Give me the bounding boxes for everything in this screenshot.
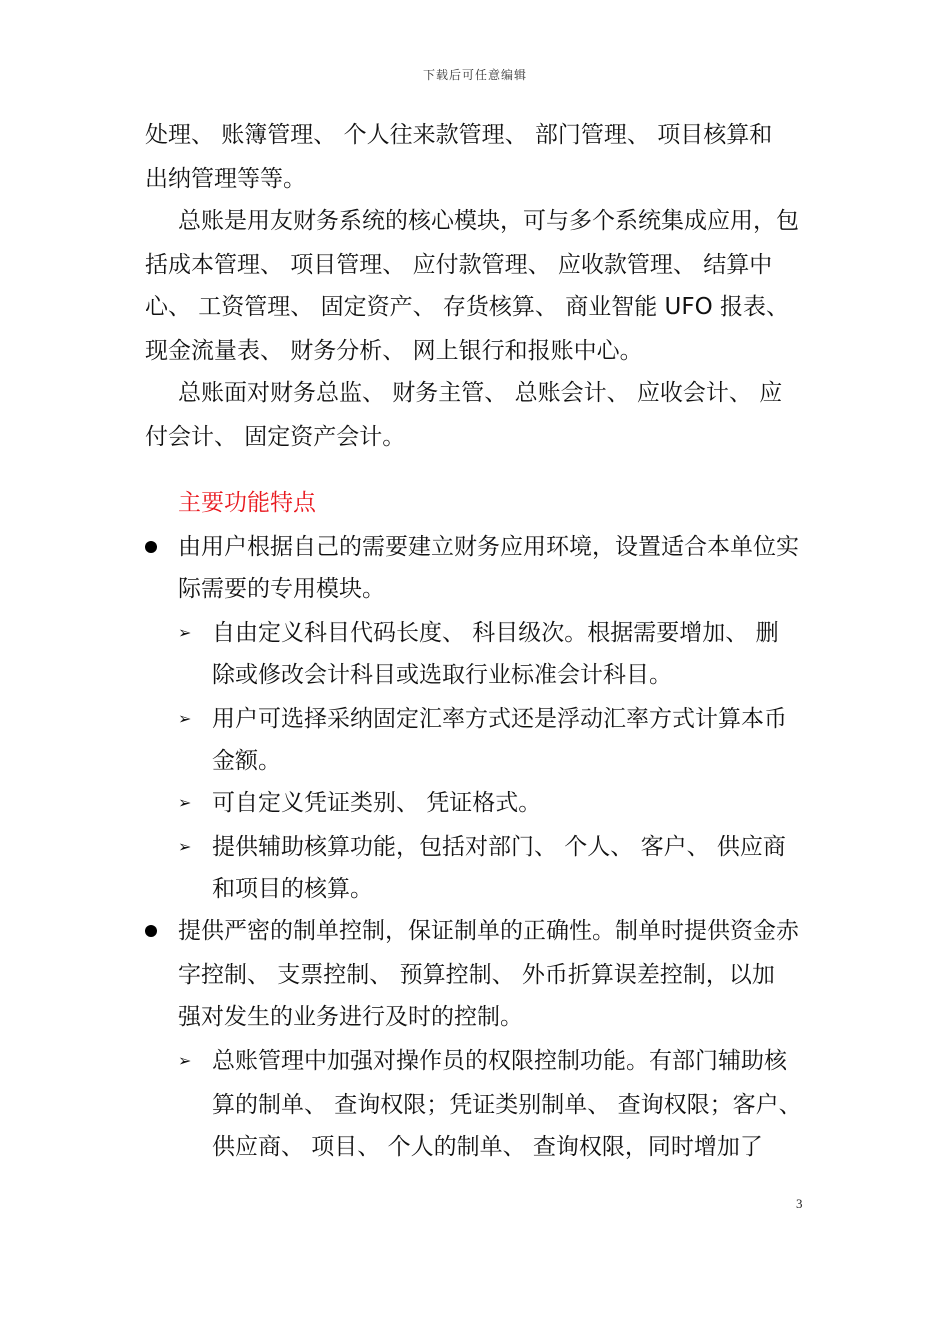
sub-bullet-line: 和项目的核算。 [212,876,373,902]
paragraph-line: 总账是用友财务系统的核心模块，可与多个系统集成应用，包 [178,208,799,234]
paragraph-line: 括成本管理、 项目管理、 应付款管理、 应收款管理、 结算中 [145,252,773,278]
sub-bullet-line: 供应商、 项目、 个人的制单、 查询权限，同时增加了 [212,1134,763,1160]
bullet-line: 强对发生的业务进行及时的控制。 [178,1004,523,1030]
section-heading: 主要功能特点 [178,490,316,516]
sub-bullet-line: 除或修改会计科目或选取行业标准会计科目。 [212,662,672,688]
bullet-dot-icon [145,925,157,937]
sub-bullet-line: 提供辅助核算功能，包括对部门、 个人、 客户、 供应商 [212,834,786,860]
bullet-line: 际需要的专用模块。 [178,576,385,602]
paragraph-line: 现金流量表、 财务分析、 网上银行和报账中心。 [145,338,643,364]
sub-bullet-line: 可自定义凭证类别、 凭证格式。 [212,790,542,816]
bullet-dot-icon [145,541,157,553]
page-number: 3 [796,1196,803,1211]
arrow-bullet-icon: ➢ [178,837,192,856]
sub-bullet-line: 总账管理中加强对操作员的权限控制功能。有部门辅助核 [212,1048,787,1074]
bullet-line: 由用户根据自己的需要建立财务应用环境，设置适合本单位实 [178,534,799,560]
bullet-line: 提供严密的制单控制，保证制单的正确性。制单时提供资金赤 [178,918,799,944]
paragraph-line: 总账面对财务总监、 财务主管、 总账会计、 应收会计、 应 [178,380,783,406]
paragraph-line: 处理、 账簿管理、 个人往来款管理、 部门管理、 项目核算和 [145,122,773,148]
paragraph-line: 付会计、 固定资产会计。 [145,424,406,450]
sub-bullet-line: 算的制单、 查询权限；凭证类别制单、 查询权限；客户、 [212,1092,802,1118]
bullet-line: 字控制、 支票控制、 预算控制、 外币折算误差控制，以加 [178,962,775,988]
arrow-bullet-icon: ➢ [178,709,192,728]
arrow-bullet-icon: ➢ [178,793,192,812]
paragraph-line: 心、 工资管理、 固定资产、 存货核算、 商业智能 UFO 报表、 [145,294,790,320]
arrow-bullet-icon: ➢ [178,623,192,642]
sub-bullet-line: 自由定义科目代码长度、 科目级次。根据需要增加、 删 [212,620,779,646]
sub-bullet-line: 金额。 [212,748,281,774]
sub-bullet-line: 用户可选择采纳固定汇率方式还是浮动汇率方式计算本币 [212,706,787,732]
arrow-bullet-icon: ➢ [178,1051,192,1070]
page-header: 下载后可任意编辑 [422,68,527,82]
paragraph-line: 出纳管理等等。 [145,166,306,192]
